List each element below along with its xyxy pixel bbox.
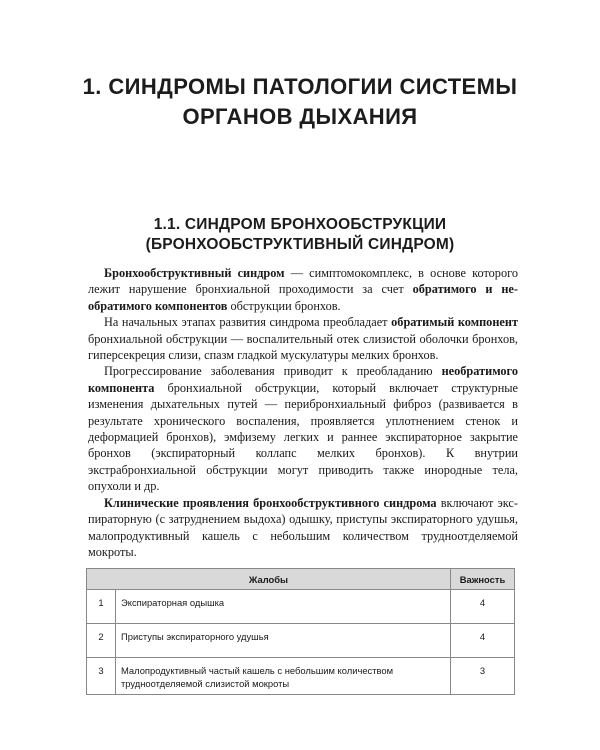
chapter-title-line-1: 1. СИНДРОМЫ ПАТОЛОГИИ СИСТЕМЫ bbox=[82, 74, 518, 99]
table-row bbox=[87, 590, 515, 624]
table-row bbox=[87, 658, 515, 695]
paragraph-clinical bbox=[88, 495, 518, 561]
row-complaint: Малопродуктивный частый кашель с небольшим количеством трудноотделяемой слизистой мокроты bbox=[116, 658, 451, 695]
paragraph-text: обструкции бронхов. bbox=[227, 298, 341, 313]
row-number: 3 bbox=[87, 658, 116, 695]
term-clinical-manifestations: Клинические проявления бронхообструктивного синдрома bbox=[104, 495, 437, 510]
paragraph-reversible bbox=[88, 314, 518, 363]
header-importance: Важность bbox=[451, 569, 515, 590]
row-importance: 4 bbox=[451, 590, 515, 624]
paragraph-text: включают экспираторную (с затруднением выдоха) одышку, приступы экспираторного удушья, малопродуктивный кашель с небольшим количеством трудноотделяемой мокроты. bbox=[88, 495, 518, 559]
term-components: обратимого и необратимого компонентов bbox=[88, 282, 518, 313]
chapter-title-line-2: ОРГАНОВ ДЫХАНИЯ bbox=[182, 104, 418, 129]
paragraph-text: бронхиальной обструкции, который включает структурные изменения дыхательных путей — перибронхиальный фиброз (развивается в результате хронического воспаления, проявляется уплотнением стенок и деформацией бронхов), эмфизему легких и раннее экспираторное закрытие бронхов (экспираторный коллапс мелких бронхов). К внутрии экстрабронхиальной обструкции могут приводить также инородные тела, опухоли и др. bbox=[88, 380, 518, 494]
row-complaint: Приступы экспираторного удушья bbox=[116, 624, 451, 658]
paragraph-text: Прогрессирование заболевания приводит к преобладанию bbox=[104, 364, 442, 379]
section-title-line-1: 1.1. СИНДРОМ БРОНХООБСТРУКЦИИ bbox=[153, 216, 447, 233]
paragraph-text: — симптомокомплекс, в основе которого лежит нарушение бронхиальной проходимости за счет bbox=[88, 266, 518, 297]
paragraph-irreversible bbox=[88, 363, 518, 494]
header-complaints: Жалобы bbox=[87, 569, 451, 590]
section-title-line-2: (БРОНХООБСТРУКТИВНЫЙ СИНДРОМ) bbox=[145, 236, 455, 253]
row-importance: 4 bbox=[451, 624, 515, 658]
chapter-title bbox=[40, 72, 560, 132]
section-title bbox=[60, 215, 540, 255]
paragraph-text: бронхиальной обструкции — воспалительный отек слизистой оболочки бронхов, гиперсекреция слизи, спазм гладкой мускулатуры мелких бронхов. bbox=[88, 331, 518, 363]
body-text bbox=[88, 265, 518, 560]
complaints-table bbox=[86, 568, 515, 695]
term-bronchoobstructive-syndrome: Бронхообструктивный синдром bbox=[104, 266, 285, 280]
row-importance: 3 bbox=[451, 658, 515, 695]
table-row bbox=[87, 624, 515, 658]
row-number: 1 bbox=[87, 590, 116, 624]
term-reversible-component: обратимый компонент bbox=[391, 315, 518, 330]
paragraph-definition bbox=[88, 265, 518, 314]
paragraph-text: На начальных этапах развития синдрома преобладает bbox=[104, 315, 392, 330]
row-complaint: Экспираторная одышка bbox=[116, 590, 451, 624]
table-header-row bbox=[87, 569, 515, 590]
row-number: 2 bbox=[87, 624, 116, 658]
term-irreversible-component: необратимого компонента bbox=[88, 364, 518, 395]
